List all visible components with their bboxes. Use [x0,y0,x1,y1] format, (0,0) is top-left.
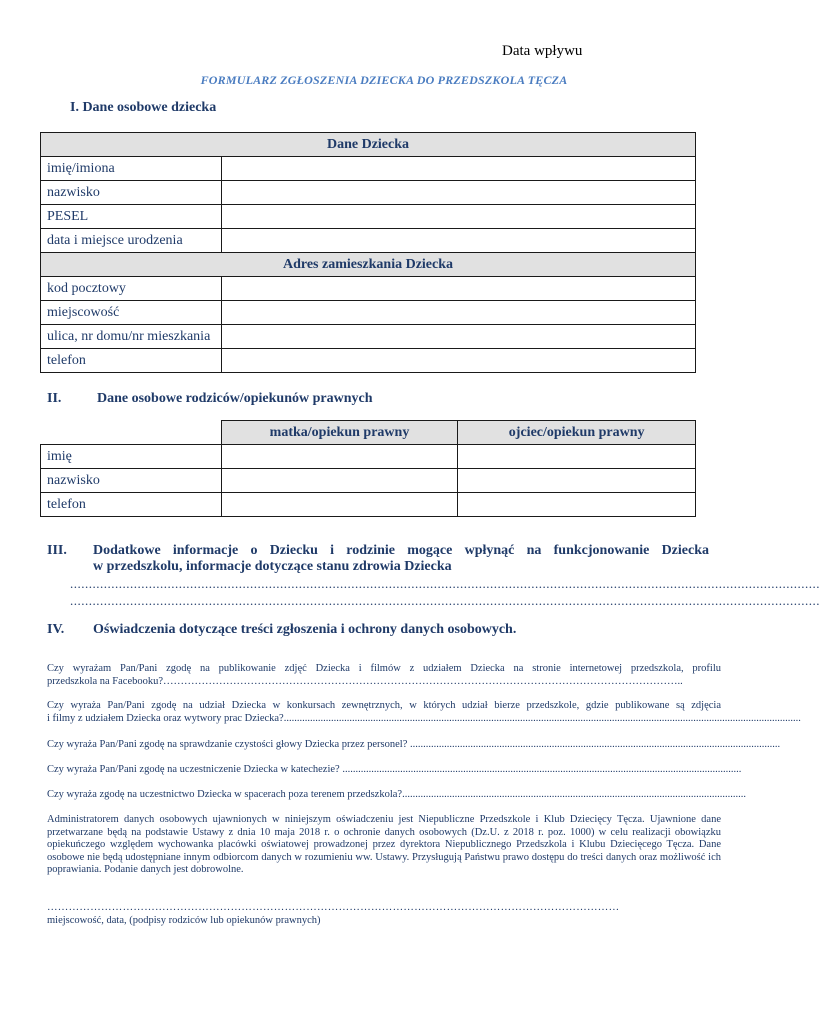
label-child-first-names: imię/imiona [41,157,222,181]
label-street: ulica, nr domu/nr mieszkania [41,325,222,349]
consent-q3-answer[interactable]: ............................................................................................................................................. [409,739,781,750]
consent-q2-text: i filmy z udziałem Dziecka oraz wytwory prac Dziecka? [47,713,284,724]
consent-q2-line2 [47,713,801,726]
input-mother-surname[interactable] [221,469,458,493]
input-father-surname[interactable] [458,469,696,493]
label-child-surname: nazwisko [41,181,222,205]
signature-line[interactable]: …………………………………………………………………………………………………………………………………………… [47,902,620,913]
child-data-table [40,132,696,373]
label-child-pesel: PESEL [41,205,222,229]
date-received-label: Data wpływu [502,43,583,59]
label-child-birth: data i miejsce urodzenia [41,229,222,253]
input-child-first-names[interactable] [221,157,695,181]
section-1-heading: I. Dane osobowe dziecka [70,100,217,115]
consent-q5-answer[interactable]: ................................................................................................................................... [402,789,746,800]
form-title: FORMULARZ ZGŁOSZENIA DZIECKA DO PRZEDSZKOLA TĘCZA [200,73,568,87]
input-child-surname[interactable] [221,181,695,205]
additional-info-line-2[interactable]: ........................................................................................................................................................................................................ [70,593,820,608]
input-street[interactable] [221,325,695,349]
section-2-heading: Dane osobowe rodziców/opiekunów prawnych [97,391,373,406]
additional-info-line-1[interactable]: ........................................................................................................................................................................................................ [70,576,820,591]
input-city[interactable] [221,301,695,325]
label-parent-surname: nazwisko [41,469,222,493]
consent-q5-text: Czy wyraża zgodę na uczestnictwo Dziecka w spacerach poza terenem przedszkola? [47,789,403,800]
col-father-header: ojciec/opiekun prawny [458,421,696,445]
input-child-pesel[interactable] [221,205,695,229]
input-mother-phone[interactable] [221,493,458,517]
input-father-name[interactable] [458,445,696,469]
consent-q1-line1: Czy wyrażam Pan/Pani zgodę na publikowanie zdjęć Dziecka i filmów z udziałem Dziecka na stronie internetowej przedszkola, profilu [47,663,721,674]
consent-q3 [47,739,781,752]
parents-table [40,420,696,517]
gdpr-notice: Administratorem danych osobowych ujawnionych w niniejszym oświadczeniu jest Niepubliczne Przedszkole i Klub Dziecięcy Tęcza. Ujawnione dane przetwarzane będą na podstawie Ustawy z dnia 10 maja 2018 r. o ochronie danych osobowych (Dz.U. z 2018 r. poz. 1000) w celu realizacji obowiązku opiekuńczego względem wychowanka placówki oświatowej prowadzonej przez dyrektora Niepublicznego Przedszkola i Klubu Dziecięcego Tęcza. Dane osobowe nie będą udostępniane innym odbiorcom danych w rozumieniu ww. Ustawy. Przysługują Państwu prawo dostępu do treści danych oraz możliwość ich poprawiania. Podanie danych jest dobrowolne. [47,814,721,875]
input-mother-name[interactable] [221,445,458,469]
input-child-birth[interactable] [221,229,695,253]
parents-corner-cell [41,421,222,445]
label-child-phone: telefon [41,349,222,373]
label-parent-phone: telefon [41,493,222,517]
section-4-number: IV. [47,622,65,637]
section-4-heading: Oświadczenia dotyczące treści zgłoszenia i ochrony danych osobowych. [93,622,517,637]
input-postal-code[interactable] [221,277,695,301]
consent-q1-answer[interactable]: ………………………………………………………………………………………………………………………………….. [163,676,683,687]
section-3-heading-line1: Dodatkowe informacje o Dziecku i rodzinie mogące wpłynąć na funkcjonowanie Dziecka [93,543,709,558]
input-father-phone[interactable] [458,493,696,517]
consent-q4-answer[interactable]: ........................................................................................................................................................ [342,764,742,775]
address-header: Adres zamieszkania Dziecka [41,253,696,277]
col-mother-header: matka/opiekun prawny [221,421,458,445]
section-2-number: II. [47,391,62,406]
child-data-header: Dane Dziecka [41,133,696,157]
consent-q4-text: Czy wyraża Pan/Pani zgodę na uczestniczenie Dziecka w katechezie? [47,764,340,775]
section-3-heading-line2: w przedszkolu, informacje dotyczące stanu zdrowia Dziecka [93,559,452,574]
label-city: miejscowość [41,301,222,325]
input-child-phone[interactable] [221,349,695,373]
label-parent-name: imię [41,445,222,469]
consent-q4 [47,764,742,777]
consent-q2-line1: Czy wyraża Pan/Pani zgodę na udział Dziecka w konkursach zewnętrznych, w których udział bierze przedszkole, gdzie publikowane są zdjęcia [47,700,721,711]
signature-caption: miejscowość, data, (podpisy rodziców lub opiekunów prawnych) [47,915,321,926]
consent-q2-answer[interactable]: ..................................................................................................................................................................................................... [283,713,801,724]
consent-q1-line2 [47,676,721,689]
consent-q1-text: przedszkola na Facebooku? [47,676,164,687]
consent-q5 [47,789,746,802]
label-postal-code: kod pocztowy [41,277,222,301]
section-3-number: III. [47,543,67,558]
consent-q3-text: Czy wyraża Pan/Pani zgodę na sprawdzanie czystości głowy Dziecka przez personel? [47,739,408,750]
